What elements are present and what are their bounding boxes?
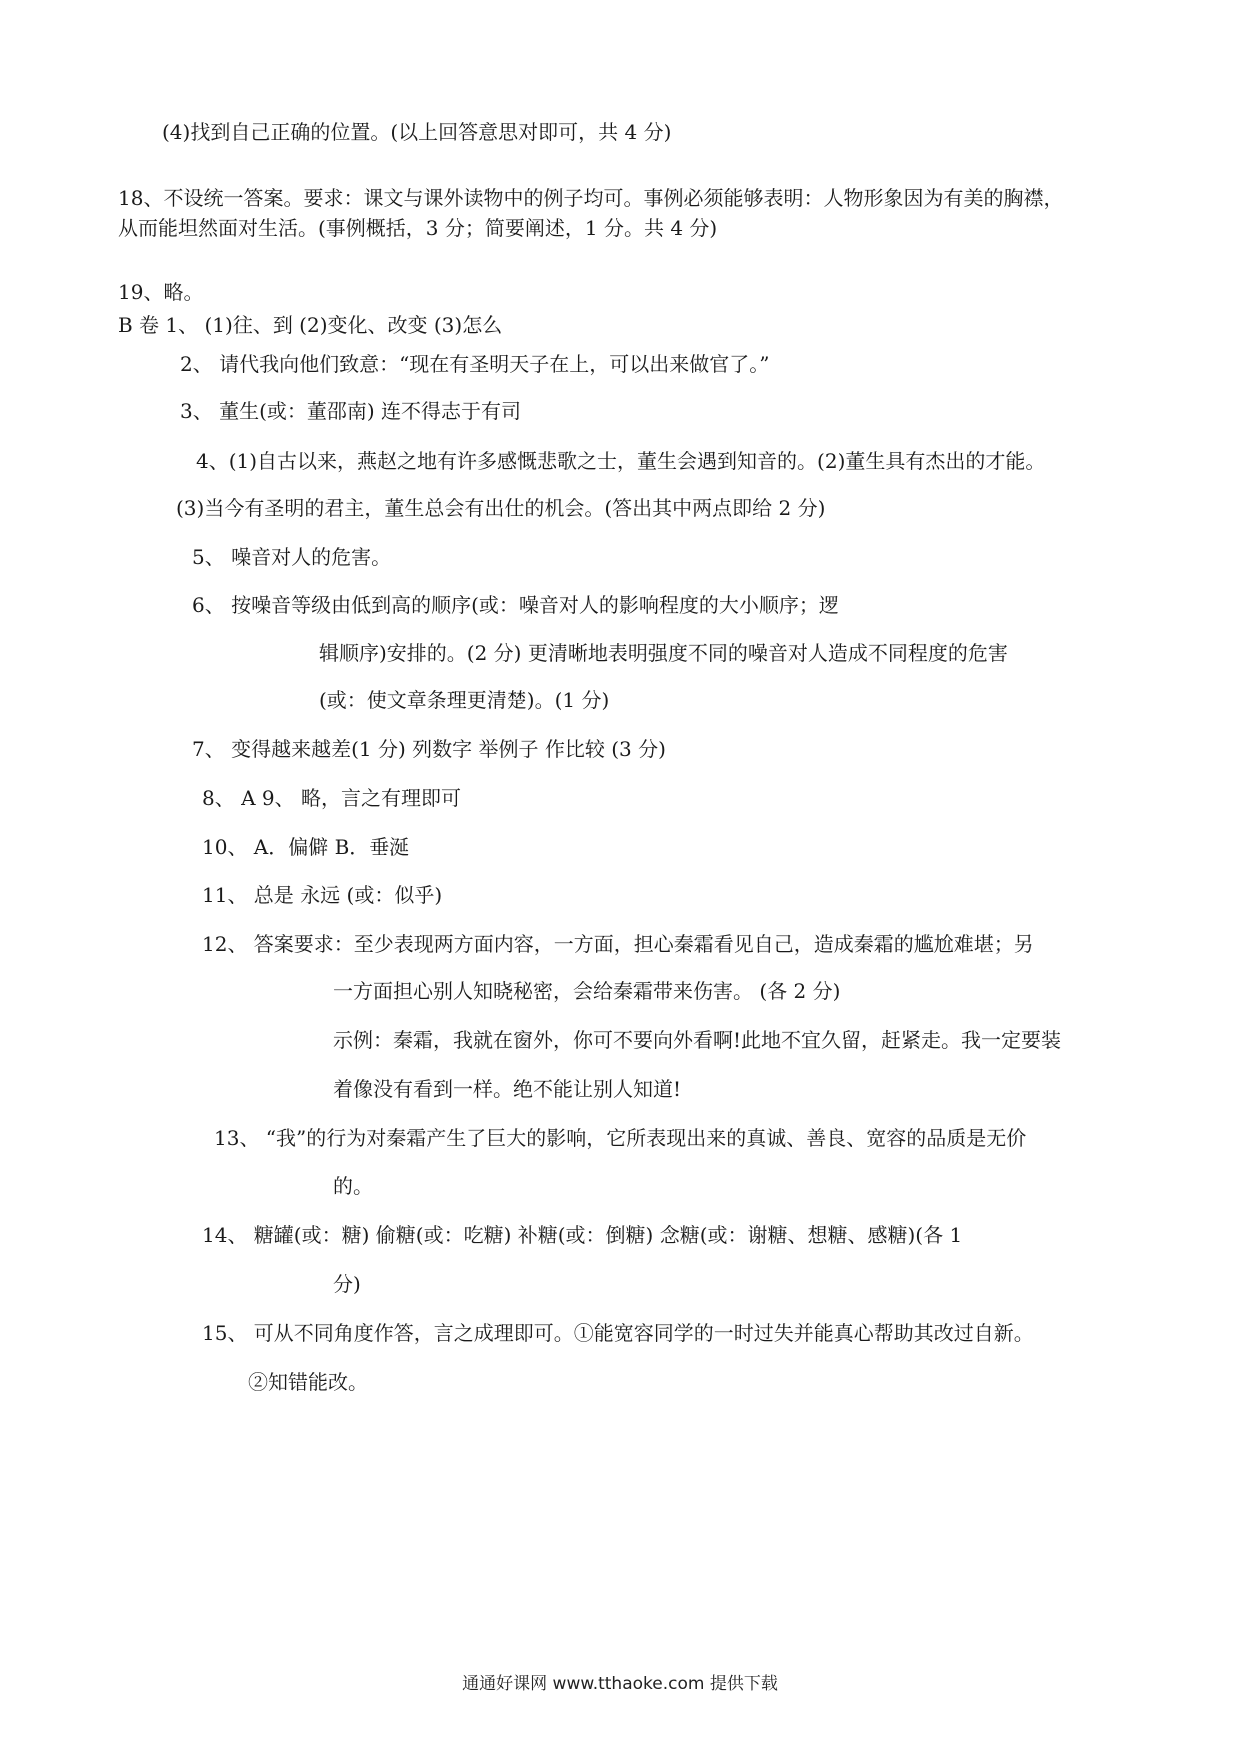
section-b-answer-5: 5、 噪音对人的危害。 [192, 545, 392, 569]
page-footer: 通通好课网 www.tthaoke.com 提供下载 [462, 1674, 778, 1694]
answer-18-line2: 从而能坦然面对生活。(事例概括，3 分；简要阐述，1 分。共 4 分) [118, 216, 718, 240]
section-b-answer-7: 7、 变得越来越差(1 分) 列数字 举例子 作比较 (3 分) [192, 737, 666, 761]
section-b-answer-15-line1: 15、 可从不同角度作答，言之成理即可。①能宽容同学的一时过失并能真心帮助其改过自新。 [202, 1321, 1034, 1345]
section-b-answer-8-9: 8、 A 9、 略，言之有理即可 [202, 786, 461, 810]
section-b-answer-14-line1: 14、 糖罐(或：糖) 偷糖(或：吃糖) 补糖(或：倒糖) 念糖(或：谢糖、想糖、感糖)(各 1 [202, 1223, 963, 1247]
section-b-answer-14-line2: 分) [333, 1272, 361, 1296]
section-b-answer-12-example-line1: 示例：秦霜，我就在窗外，你可不要向外看啊!此地不宜久留，赶紧走。我一定要装 [333, 1028, 1062, 1052]
answer-19: 19、略。 [118, 280, 204, 304]
section-b-answer-11: 11、 总是 永远 (或：似乎) [202, 883, 443, 907]
section-b-answer-12-example-line2: 着像没有看到一样。绝不能让别人知道! [333, 1077, 682, 1101]
answer-17-4: (4)找到自己正确的位置。(以上回答意思对即可，共 4 分) [162, 120, 672, 144]
section-b-answer-15-line2: ②知错能改。 [248, 1370, 368, 1394]
section-b-answer-3: 3、 董生(或：董邵南) 连不得志于有司 [180, 399, 522, 423]
section-b-answer-13-line1: 13、 “我”的行为对秦霜产生了巨大的影响，它所表现出来的真诚、善良、宽容的品质是无价 [214, 1126, 1027, 1150]
section-b-answer-12-line1: 12、 答案要求：至少表现两方面内容，一方面，担心秦霜看见自己，造成秦霜的尴尬难堪；另 [202, 932, 1034, 956]
section-b-answer-1: B 卷 1、 (1)往、到 (2)变化、改变 (3)怎么 [118, 313, 503, 337]
section-b-answer-4-line2: (3)当今有圣明的君主，董生总会有出仕的机会。(答出其中两点即给 2 分) [176, 496, 826, 520]
section-b-answer-6-line3: (或：使文章条理更清楚)。(1 分) [319, 688, 610, 712]
section-b-answer-10: 10、 A．偏僻 B．垂涎 [202, 835, 410, 859]
section-b-answer-13-line2: 的。 [333, 1174, 373, 1198]
section-b-answer-12-line2: 一方面担心别人知晓秘密，会给秦霜带来伤害。 (各 2 分) [333, 979, 841, 1003]
section-b-answer-4-line1: 4、(1)自古以来，燕赵之地有许多感慨悲歌之士，董生会遇到知音的。(2)董生具有杰出的才能。 [196, 449, 1046, 473]
answer-18-line1: 18、不设统一答案。要求：课文与课外读物中的例子均可。事例必须能够表明：人物形象因为有美的胸襟， [118, 186, 1064, 210]
section-b-answer-6-line1: 6、 按噪音等级由低到高的顺序(或：噪音对人的影响程度的大小顺序；逻 [192, 593, 839, 617]
section-b-answer-6-line2: 辑顺序)安排的。(2 分) 更清晰地表明强度不同的噪音对人造成不同程度的危害 [319, 641, 1008, 665]
section-b-answer-2: 2、 请代我向他们致意：“现在有圣明天子在上，可以出来做官了。” [180, 352, 770, 376]
